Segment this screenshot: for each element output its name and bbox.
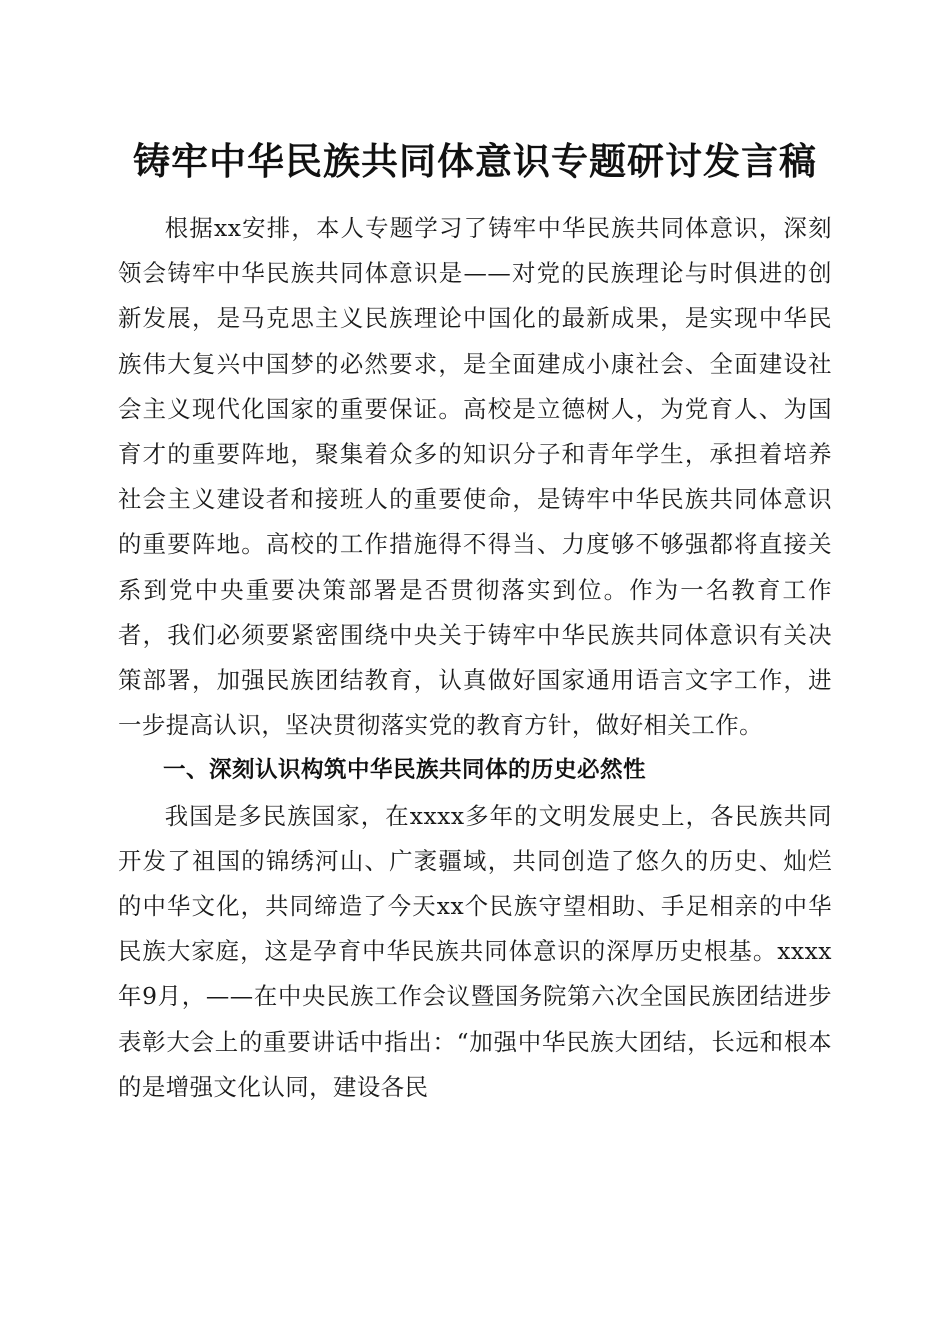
- document-title: 铸牢中华民族共同体意识专题研讨发言稿: [133, 139, 817, 183]
- section-heading: 一、深刻认识构筑中华民族共同体的历史必然性: [163, 757, 647, 784]
- intro-paragraph: 根据xx安排，本人专题学习了铸牢中华民族共同体意识，深刻领会铸牢中华民族共同体意识是——对党的民族理论与时俱进的创新发展，是马克思主义民族理论中国化的最新成果，是实现中华民族伟大复兴中国梦的必然要求，是全面建成小康社会、全面建设社会主义现代化国家的重要保证。高校是立德树人，为党育人、为国育才的重要阵地，聚集着众多的知识分子和青年学生，承担着培养社会主义建设者和接班人的重要使命，是铸牢中华民族共同体意识的重要阵地。高校的工作措施得不得当、力度够不够强都将直接关系到党中央重要决策部署是否贯彻落实到位。作为一名教育工作者，我们必须要紧密围绕中央关于铸牢中华民族共同体意识有关决策部署，加强民族团结教育，认真做好国家通用语言文字工作，进一步提高认识，坚决贯彻落实党的教育方针，做好相关工作。: [118, 214, 832, 740]
- section-paragraph: 我国是多民族国家，在xxxx多年的文明发展史上，各民族共同开发了祖国的锦绣河山、广袤疆域，共同创造了悠久的历史、灿烂的中华文化，共同缔造了今天xx个民族守望相助、手足相亲的中华民族大家庭，这是孕育中华民族共同体意识的深厚历史根基。xxxx年9月，——在中央民族工作会议暨国务院第六次全国民族团结进步表彰大会上的重要讲话中指出：“加强中华民族大团结，长远和根本的是增强文化认同，建设各民: [118, 801, 832, 1101]
- document-body: [118, 206, 832, 1110]
